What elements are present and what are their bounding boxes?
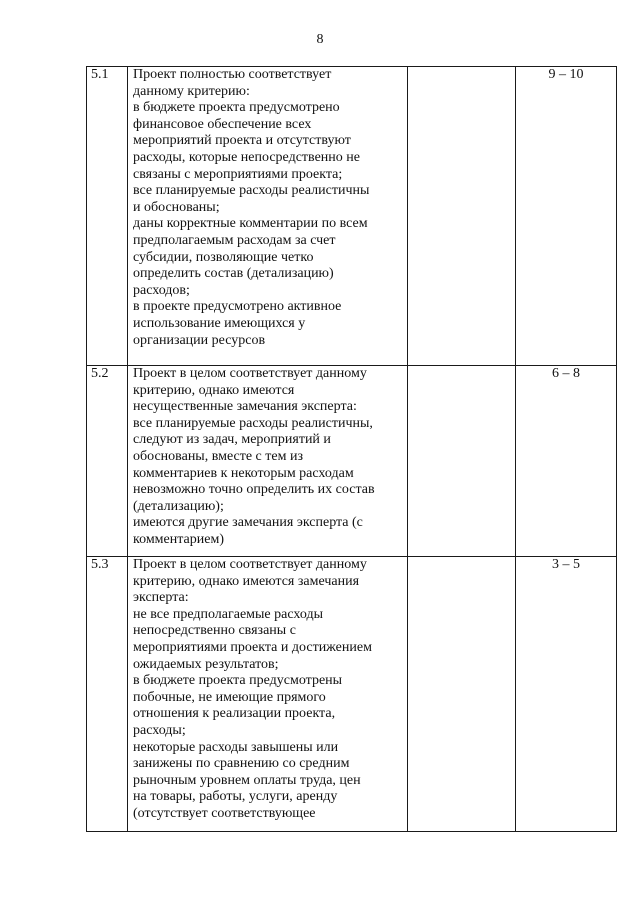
description-line: занижены по сравнению со средним (133, 756, 350, 772)
description-line: комментарием) (133, 531, 224, 547)
description-line: определить состав (детализацию) (133, 266, 334, 282)
empty-cell (408, 67, 516, 366)
description-line: обоснованы, вместе с тем из (133, 448, 303, 464)
empty-cell (408, 366, 516, 557)
description-line: предполагаемым расходам за счет (133, 232, 336, 248)
description-line: невозможно точно определить их состав (133, 482, 375, 498)
description-line: рыночным уровнем оплаты труда, цен (133, 772, 361, 788)
criterion-number: 5.3 (87, 557, 128, 832)
description-line: даны корректные комментарии по всем (133, 216, 368, 232)
criteria-row (87, 67, 617, 366)
description-line: использование имеющихся у (133, 315, 306, 331)
description-line: некоторые расходы завышены или (133, 739, 339, 755)
criteria-row (87, 366, 617, 557)
description-line: все планируемые расходы реалистичны (133, 183, 370, 199)
description-line: имеются другие замечания эксперта (с (133, 515, 363, 531)
description-line: финансовое обеспечение всех (133, 116, 312, 132)
description-line: (отсутствует соответствующее (133, 805, 316, 821)
description-line: Проект в целом соответствует данному (133, 366, 367, 381)
description-line: побочные, не имеющие прямого (133, 689, 326, 705)
description-line: и обоснованы; (133, 199, 220, 215)
criteria-row (87, 557, 617, 832)
description-line: в бюджете проекта предусмотрены (133, 673, 343, 689)
description-line: не все предполагаемые расходы (133, 606, 323, 622)
description-line: Проект полностью соответствует (133, 67, 332, 82)
criterion-number: 5.1 (87, 67, 128, 366)
score-range: 9 – 10 (516, 67, 617, 366)
description-line: эксперта: (133, 590, 189, 606)
criteria-table (86, 66, 617, 832)
score-range: 6 – 8 (516, 366, 617, 557)
criterion-description (128, 366, 408, 557)
description-line: комментариев к некоторым расходам (133, 465, 354, 481)
description-line: субсидии, позволяющие четко (133, 249, 314, 265)
description-line: связаны с мероприятиями проекта; (133, 166, 343, 182)
criteria-table-body (87, 67, 617, 832)
description-line: в бюджете проекта предусмотрено (133, 100, 340, 116)
description-line: непосредственно связаны с (133, 623, 296, 639)
description-line: организации ресурсов (133, 332, 266, 348)
description-line: Проект в целом соответствует данному (133, 557, 367, 572)
description-line: мероприятиями проекта и достижением (133, 639, 372, 655)
description-line: мероприятий проекта и отсутствуют (133, 133, 351, 149)
criterion-description (128, 557, 408, 832)
empty-cell (408, 557, 516, 832)
description-line: в проекте предусмотрено активное (133, 299, 342, 315)
description-line: критерию, однако имеются замечания (133, 573, 360, 589)
description-line: несущественные замечания эксперта: (133, 399, 357, 415)
description-line: ожидаемых результатов; (133, 656, 279, 672)
description-line: все планируемые расходы реалистичны, (133, 415, 373, 431)
criterion-number: 5.2 (87, 366, 128, 557)
description-line: критерию, однако имеются (133, 382, 295, 398)
description-line: (детализацию); (133, 498, 224, 514)
description-line: расходы; (133, 722, 186, 738)
description-line: расходы, которые непосредственно не (133, 149, 360, 165)
description-line: отношения к реализации проекта, (133, 706, 336, 722)
description-line: данному критерию: (133, 83, 250, 99)
criterion-description (128, 67, 408, 366)
score-range: 3 – 5 (516, 557, 617, 832)
description-line: расходов; (133, 282, 190, 298)
description-line: на товары, работы, услуги, аренду (133, 789, 338, 805)
page-number: 8 (316, 32, 324, 47)
description-line: следуют из задач, мероприятий и (133, 432, 331, 448)
